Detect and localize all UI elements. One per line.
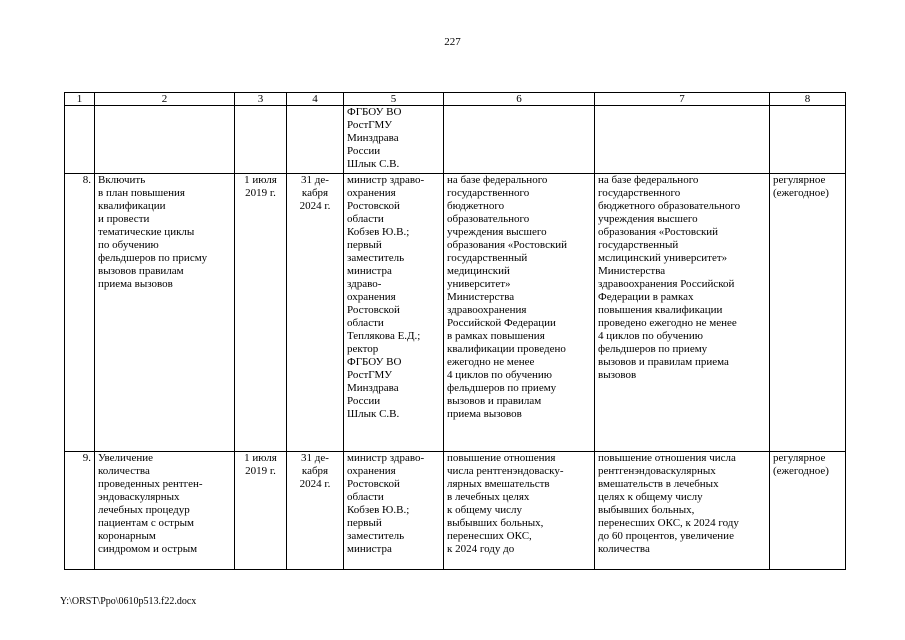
cell-line: выбывших больных,: [598, 504, 695, 516]
cell-line: бюджетного: [447, 200, 505, 212]
start-date-cell: [235, 174, 287, 452]
column-header: 4: [287, 93, 344, 106]
cell-line: коронарным: [98, 530, 156, 542]
cell-line: перенесших ОКС, к 2024 году: [598, 517, 739, 529]
cell-line: здраво-: [347, 278, 382, 290]
cell-line: вызовов и правилам: [447, 395, 542, 407]
cell-line: квалификации: [98, 200, 166, 212]
cell-line: регулярное: [773, 452, 826, 464]
cell-line: до 60 процентов, увеличение: [598, 530, 734, 542]
cell-line: (ежегодное): [773, 187, 829, 199]
cell-line: пациентам с острым: [98, 517, 194, 529]
cell-line: по обучению: [98, 239, 159, 251]
cell-line: фельдшеров по приему: [447, 382, 557, 394]
row-number-cell: 9.: [65, 452, 95, 570]
cell-line: охранения: [347, 291, 396, 303]
file-path-footer: Y:\ORST\Ppo\0610p513.f22.docx: [60, 596, 197, 607]
cell-line: области: [347, 491, 384, 503]
cell-line: здравоохранения Российской: [598, 278, 735, 290]
cell-line: кабря: [301, 187, 329, 199]
cell-line: образовательного: [447, 213, 530, 225]
cell-line: количества: [598, 543, 650, 555]
cell-line: Федерации в рамках: [598, 291, 694, 303]
cell-line: тематические циклы: [98, 226, 195, 238]
cell-line: кабря: [301, 465, 329, 477]
cell-line: квалификации проведено: [447, 343, 566, 355]
cell-line: области: [347, 213, 384, 225]
responsible-cell: [344, 452, 444, 570]
cell-line: целях к общему числу: [598, 491, 703, 503]
cell-line: ректор: [347, 343, 379, 355]
result-cell: [444, 106, 595, 174]
cell-line: Министерства: [447, 291, 515, 303]
frequency-cell: [770, 174, 846, 452]
row-number-cell: 8.: [65, 174, 95, 452]
cell-line: регулярное: [773, 174, 826, 186]
cell-line: министра: [347, 265, 392, 277]
cell-line: Ростовской: [347, 304, 400, 316]
table-row: [65, 174, 846, 452]
cell-line: лечебных процедур: [98, 504, 190, 516]
cell-line: медицинский: [447, 265, 510, 277]
cell-line: РостГМУ: [347, 119, 393, 131]
cell-line: Кобзев Ю.В.;: [347, 504, 410, 516]
cell-line: мслицинский университет»: [598, 252, 728, 264]
cell-line: числа рентгенэндоваску-: [447, 465, 564, 477]
column-header: 8: [770, 93, 846, 106]
cell-line: государственного: [447, 187, 530, 199]
cell-line: заместитель: [347, 252, 405, 264]
cell-line: Минздрава: [347, 132, 399, 144]
result-cell: [444, 174, 595, 452]
cell-line: ФГБОУ ВО: [347, 356, 402, 368]
cell-line: вмешательств в лечебных: [598, 478, 719, 490]
cell-line: образования «Ростовский: [598, 226, 719, 238]
cell-line: приема вызовов: [447, 408, 522, 420]
cell-line: области: [347, 317, 384, 329]
cell-line: государственного: [598, 187, 681, 199]
cell-line: синдромом и острым: [98, 543, 198, 555]
cell-line: Шлык С.В.: [347, 408, 400, 420]
cell-line: приема вызовов: [98, 278, 173, 290]
frequency-cell: [770, 452, 846, 570]
responsible-cell: [344, 106, 444, 174]
cell-line: повышения квалификации: [598, 304, 723, 316]
cell-line: заместитель: [347, 530, 405, 542]
cell-line: (ежегодное): [773, 465, 829, 477]
cell-line: количества: [98, 465, 150, 477]
cell-line: 4 циклов по обучению: [598, 330, 704, 342]
measure-cell: [95, 174, 235, 452]
cell-line: Кобзев Ю.В.;: [347, 226, 410, 238]
cell-line: в план повышения: [98, 187, 185, 199]
row-number-cell: [65, 106, 95, 174]
cell-line: РостГМУ: [347, 369, 393, 381]
cell-line: выбывших больных,: [447, 517, 544, 529]
cell-line: перенесших ОКС,: [447, 530, 532, 542]
result-cell: [444, 452, 595, 570]
cell-line: государственный: [598, 239, 679, 251]
cell-line: Министерства: [598, 265, 666, 277]
cell-line: в рамках повышения: [447, 330, 545, 342]
cell-line: Увеличение: [98, 452, 154, 464]
cell-line: Теплякова Е.Д.;: [347, 330, 421, 342]
column-header: 7: [595, 93, 770, 106]
cell-line: Минздрава: [347, 382, 399, 394]
cell-line: к 2024 году до: [447, 543, 515, 555]
frequency-cell: [770, 106, 846, 174]
end-date-cell: [287, 174, 344, 452]
cell-line: охранения: [347, 187, 396, 199]
cell-line: бюджетного образовательного: [598, 200, 741, 212]
indicator-cell: [595, 174, 770, 452]
cell-line: Шлык С.В.: [347, 158, 400, 170]
document-table: [64, 92, 846, 570]
cell-line: учреждения высшего: [447, 226, 547, 238]
cell-line: Включить: [98, 174, 146, 186]
measure-cell: [95, 452, 235, 570]
cell-line: проведенных рентген-: [98, 478, 203, 490]
table-row: [65, 452, 846, 570]
cell-line: проведено ежегодно не менее: [598, 317, 737, 329]
cell-line: 31 де-: [301, 174, 329, 186]
cell-line: эндоваскулярных: [98, 491, 180, 503]
cell-line: в лечебных целях: [447, 491, 530, 503]
indicator-cell: [595, 452, 770, 570]
cell-line: России: [347, 145, 381, 157]
cell-line: России: [347, 395, 381, 407]
cell-line: Ростовской: [347, 200, 400, 212]
cell-line: повышение отношения: [447, 452, 556, 464]
cell-line: Российской Федерации: [447, 317, 556, 329]
end-date-cell: [287, 106, 344, 174]
column-header: 3: [235, 93, 287, 106]
cell-line: 2024 г.: [299, 478, 331, 490]
cell-line: министр здраво-: [347, 174, 425, 186]
cell-line: 2019 г.: [245, 187, 276, 199]
cell-line: 1 июля: [244, 174, 277, 186]
cell-line: первый: [347, 239, 382, 251]
cell-line: повышение отношения числа: [598, 452, 736, 464]
cell-line: 4 циклов по обучению: [447, 369, 553, 381]
cell-line: охранения: [347, 465, 396, 477]
column-header: 5: [344, 93, 444, 106]
cell-line: 2024 г.: [299, 200, 331, 212]
page-number: 227: [444, 36, 461, 48]
cell-line: Ростовской: [347, 478, 400, 490]
cell-line: лярных вмешательств: [447, 478, 550, 490]
end-date-cell: [287, 452, 344, 570]
cell-line: фельдшеров по присму: [98, 252, 208, 264]
cell-line: на базе федерального: [598, 174, 699, 186]
cell-line: к общему числу: [447, 504, 523, 516]
cell-line: 2019 г.: [245, 465, 276, 477]
cell-line: вызовов правилам: [98, 265, 184, 277]
column-header: 1: [65, 93, 95, 106]
column-header: 2: [95, 93, 235, 106]
cell-line: и провести: [98, 213, 150, 225]
cell-line: вызовов и правилам приема: [598, 356, 729, 368]
cell-line: образования «Ростовский: [447, 239, 568, 251]
indicator-cell: [595, 106, 770, 174]
column-header: 6: [444, 93, 595, 106]
start-date-cell: [235, 106, 287, 174]
responsible-cell: [344, 174, 444, 452]
cell-line: министр здраво-: [347, 452, 425, 464]
measure-cell: [95, 106, 235, 174]
cell-line: ФГБОУ ВО: [347, 106, 402, 118]
cell-line: государственный: [447, 252, 528, 264]
cell-line: первый: [347, 517, 382, 529]
cell-line: ежегодно не менее: [447, 356, 535, 368]
cell-line: фельдшеров по приему: [598, 343, 708, 355]
table-header-row: [65, 93, 846, 106]
cell-line: вызовов: [598, 369, 637, 381]
cell-line: 1 июля: [244, 452, 277, 464]
cell-line: на базе федерального: [447, 174, 548, 186]
table-row: [65, 106, 846, 174]
cell-line: здравоохранения: [447, 304, 527, 316]
cell-line: министра: [347, 543, 392, 555]
cell-line: университет»: [447, 278, 511, 290]
start-date-cell: [235, 452, 287, 570]
cell-line: учреждения высшего: [598, 213, 698, 225]
cell-line: 31 де-: [301, 452, 329, 464]
cell-line: рентгенэндоваскулярных: [598, 465, 716, 477]
